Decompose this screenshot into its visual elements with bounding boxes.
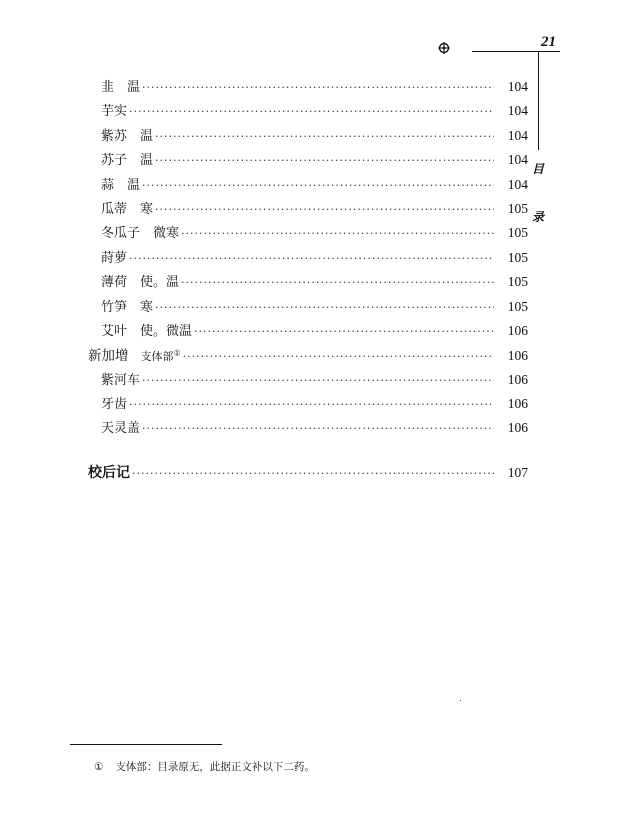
side-rule [538,51,539,150]
toc-leader-dots [194,325,494,338]
footnote [94,759,315,774]
table-of-contents [88,76,528,486]
toc-leader-dots [142,374,494,387]
toc-entry-title: 韭 温 [101,80,141,95]
toc-entry[interactable] [88,344,528,368]
toc-gap [88,442,528,462]
header-rule [472,51,560,52]
toc-entry-page: 104 [507,79,528,94]
toc-entry-title: 瓜蒂 寒 [101,201,154,217]
toc-entry-note [141,348,183,364]
toc-entry[interactable] [88,296,528,320]
toc-entry-title: 竹笋 寒 [101,299,154,315]
toc-entry-title: 蒜 温 [101,177,141,193]
toc-entry[interactable] [88,320,528,344]
toc-entry-page: 105 [507,298,528,314]
toc-entry-afterword[interactable] [88,462,528,486]
toc-leader-dots [132,467,494,480]
page-number: 21 [541,34,556,50]
toc-entry[interactable] [88,417,528,441]
toc-entry-title: 新加增 [88,348,129,365]
toc-leader-dots [142,81,494,94]
toc-entry-page: 105 [507,200,528,216]
toc-entry-title: 天灵盖 [101,421,141,437]
toc-entry[interactable] [88,222,528,246]
scan-speck [460,700,461,701]
page-header [420,34,560,64]
toc-entry-title: 校后记 [88,464,130,481]
toc-entry-title: 艾叶 使。微温 [101,323,193,339]
toc-entry-page: 105 [507,249,528,265]
toc-entry-page: 106 [507,322,528,338]
toc-entry[interactable] [88,174,528,198]
toc-entry[interactable] [88,369,528,393]
toc-entry-page: 106 [507,396,528,412]
toc-entry-page: 104 [507,127,528,143]
toc-entry[interactable] [88,76,528,100]
toc-entry[interactable] [88,247,528,271]
toc-leader-dots [181,276,494,289]
toc-entry[interactable] [88,125,528,149]
footnote-text: 支体部：目录原无，此据正文补以下二药。 [115,761,315,773]
toc-leader-dots [129,252,494,265]
toc-entry-page: 106 [507,371,528,387]
toc-entry-page: 106 [507,348,528,364]
ornament-icon [438,42,450,54]
footnote-ref[interactable]: ① [173,348,181,358]
toc-entry-page: 104 [507,152,528,168]
toc-entry-note-text: 支体部 [140,350,174,364]
toc-entry-title: 苏子 温 [101,153,154,169]
toc-entry-page: 104 [507,176,528,192]
toc-leader-dots [155,301,494,314]
toc-entry-title: 芋实 [101,104,128,120]
toc-entry[interactable] [88,149,528,173]
toc-entry-title: 薄荷 使。温 [101,275,180,291]
toc-leader-dots [181,227,494,240]
toc-entry-title: 莳萝 [101,250,128,266]
toc-entry-page: 104 [507,103,528,119]
toc-entry-page: 105 [507,225,528,241]
toc-entry[interactable] [88,198,528,222]
toc-entry-title: 紫苏 温 [101,128,154,144]
toc-entry-title: 牙齿 [101,397,128,413]
footnote-rule [70,744,222,745]
toc-leader-dots [155,203,494,216]
toc-entry[interactable] [88,100,528,124]
footnote-marker: ① [94,761,104,773]
toc-entry-title: 紫河车 [101,372,141,388]
toc-leader-dots [142,179,494,192]
toc-entry-title: 冬瓜子 微寒 [101,226,180,242]
toc-leader-dots [155,154,494,167]
toc-leader-dots [155,130,494,143]
side-tab-char-1: 目 [532,162,545,176]
toc-entry-page: 105 [507,274,528,290]
side-tab-char-2: 录 [532,210,545,224]
toc-leader-dots [142,422,494,435]
toc-entry[interactable] [88,393,528,417]
toc-leader-dots [183,350,494,363]
toc-entry-page: 106 [507,420,528,436]
toc-leader-dots [129,105,494,118]
toc-entry-page: 107 [507,464,528,480]
toc-leader-dots [129,398,494,411]
toc-entry[interactable] [88,271,528,295]
